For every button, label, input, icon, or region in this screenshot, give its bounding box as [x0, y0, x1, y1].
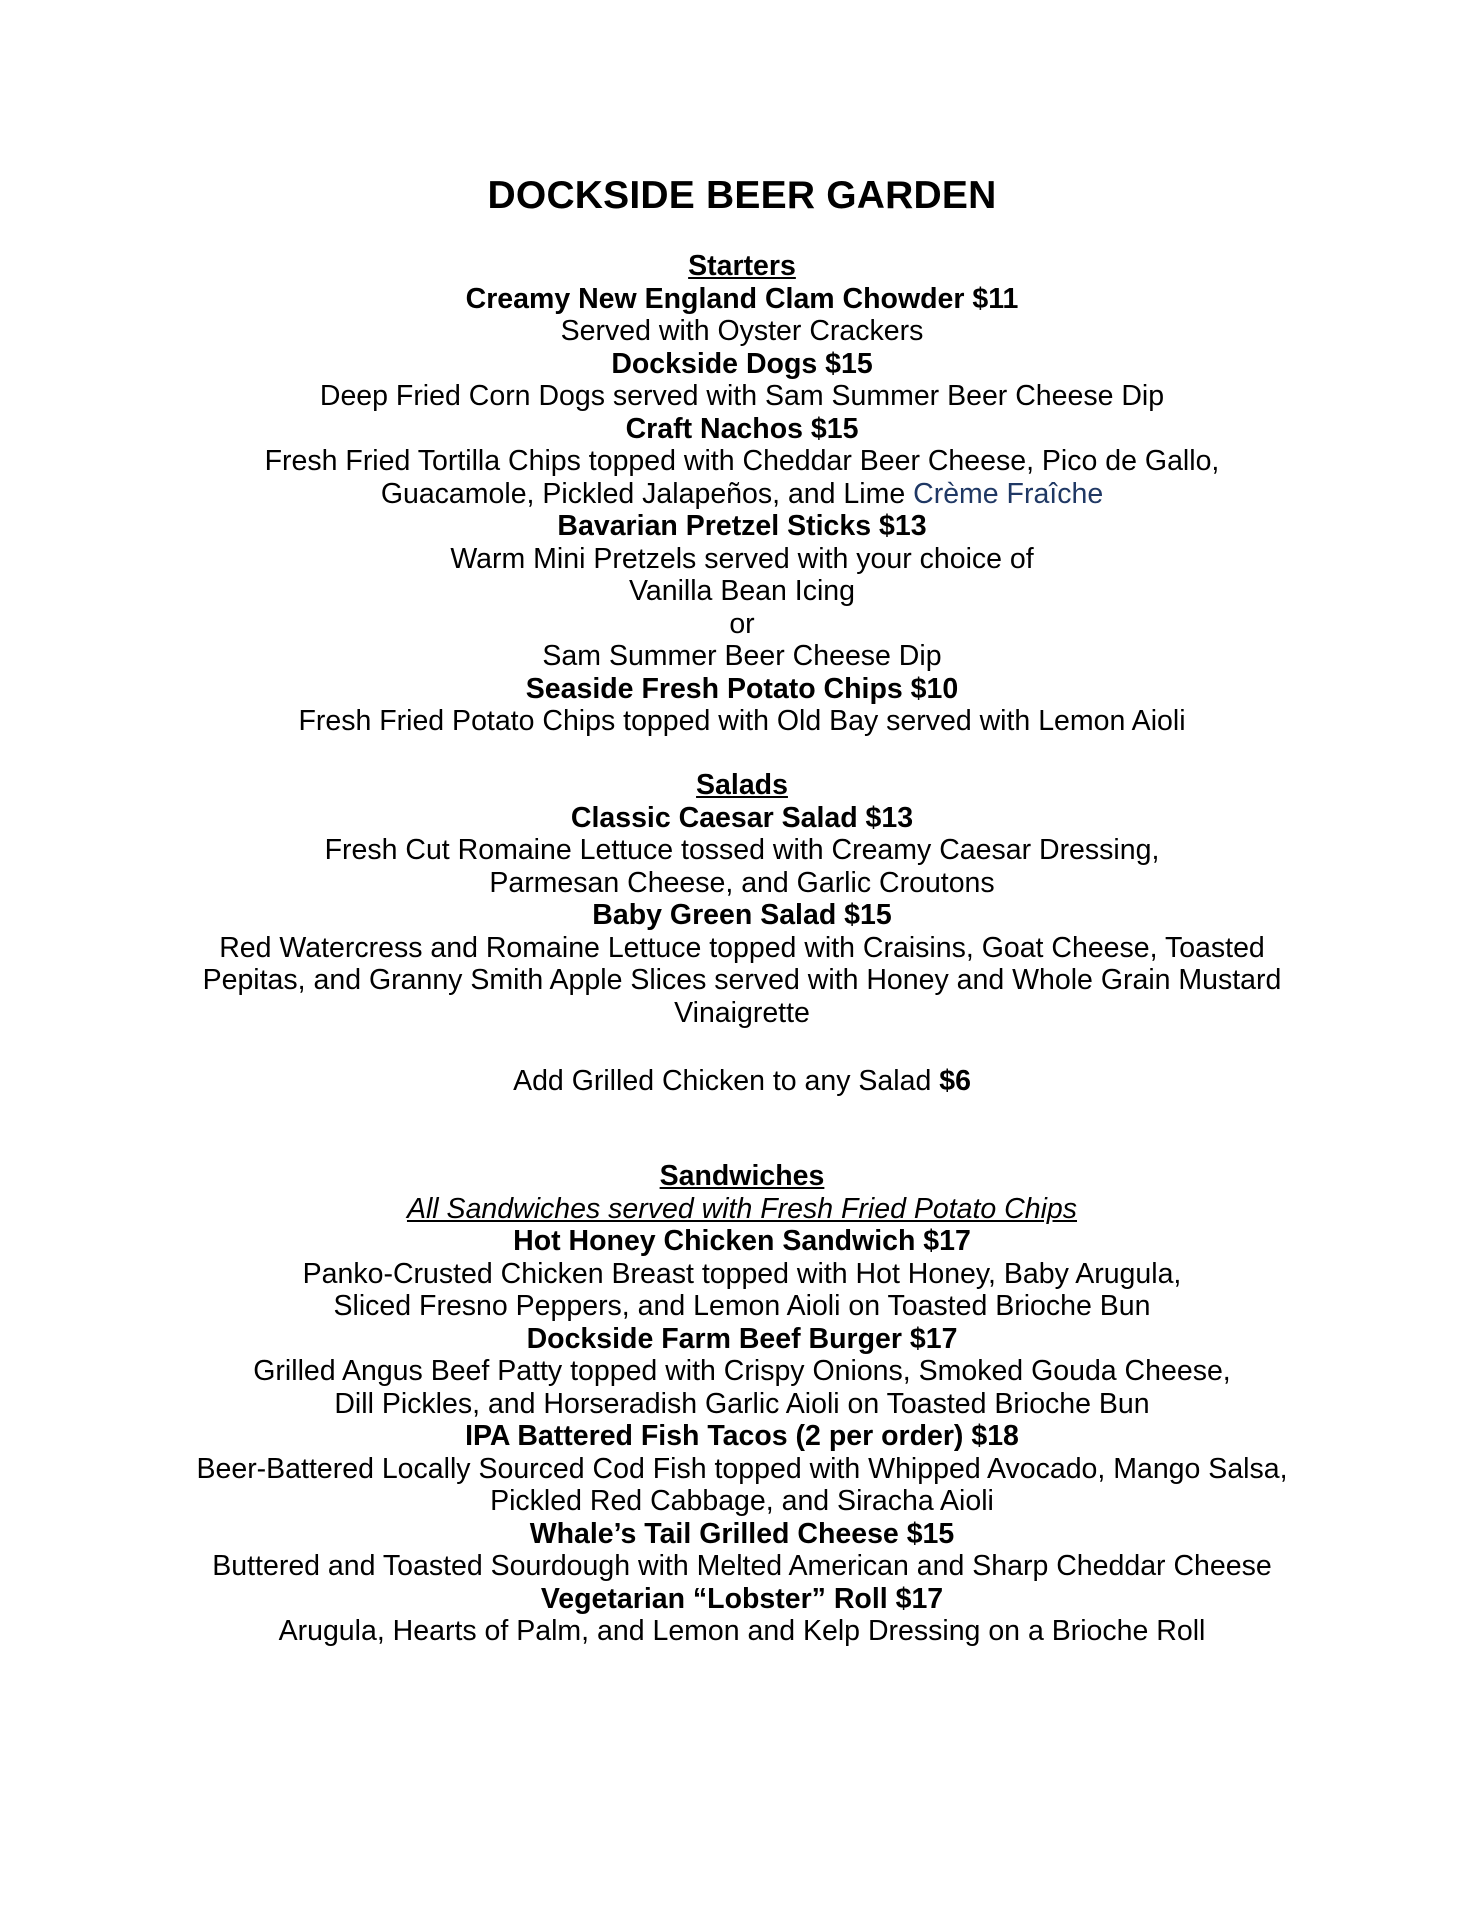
menu-item-name: Dockside Farm Beef Burger $17 — [526, 1322, 958, 1355]
section-heading-starters: Starters — [688, 250, 796, 282]
menu-item-description: Sliced Fresno Peppers, and Lemon Aioli on Toasted Brioche Bun — [333, 1290, 1151, 1322]
menu-item-description: Dill Pickles, and Horseradish Garlic Aioli on Toasted Brioche Bun — [334, 1387, 1150, 1420]
menu-item-description: Panko-Crusted Chicken Breast topped with Hot Honey, Baby Arugula, — [302, 1257, 1182, 1290]
menu-item-description: Fresh Fried Potato Chips topped with Old Bay served with Lemon Aioli — [298, 705, 1186, 737]
section-heading-salads: Salads — [696, 769, 788, 801]
menu-item-name: Whale’s Tail Grilled Cheese $15 — [529, 1517, 955, 1550]
menu-item-description: Sam Summer Beer Cheese Dip — [542, 640, 942, 672]
menu-item-name: Hot Honey Chicken Sandwich $17 — [513, 1225, 971, 1257]
menu-item-name: Creamy New England Clam Chowder $11 — [465, 282, 1019, 315]
creme-fraiche-text: Crème Fraîche — [913, 477, 1104, 510]
section-heading-sandwiches: Sandwiches — [659, 1160, 825, 1192]
menu-item-name: Classic Caesar Salad $13 — [570, 801, 914, 834]
menu-item-description: Parmesan Cheese, and Garlic Croutons — [489, 866, 995, 899]
salad-addon-price: $6 — [939, 1065, 971, 1097]
menu-item-description: Vinaigrette — [674, 996, 810, 1029]
sandwiches-section — [0, 1160, 1484, 1648]
menu-item-description: Grilled Angus Beef Patty topped with Crispy Onions, Smoked Gouda Cheese, — [253, 1355, 1231, 1387]
salad-addon-text: Add Grilled Chicken to any Salad — [513, 1065, 940, 1097]
menu-item-description: Red Watercress and Romaine Lettuce topped with Craisins, Goat Cheese, Toasted — [219, 931, 1265, 964]
menu-item-name: Baby Green Salad $15 — [592, 899, 892, 931]
menu-item-description: Served with Oyster Crackers — [560, 315, 924, 347]
sandwiches-note: All Sandwiches served with Fresh Fried Potato Chips — [406, 1192, 1078, 1225]
menu-item-name: Dockside Dogs $15 — [611, 347, 873, 380]
menu-item-name: IPA Battered Fish Tacos (2 per order) $18 — [465, 1420, 1019, 1452]
menu-item-description: or — [729, 607, 755, 640]
menu-item-description: Fresh Cut Romaine Lettuce tossed with Creamy Caesar Dressing, — [324, 834, 1160, 866]
menu-item-description: Pepitas, and Granny Smith Apple Slices served with Honey and Whole Grain Mustard — [202, 964, 1282, 996]
menu-item-description: Warm Mini Pretzels served with your choice of — [450, 542, 1034, 575]
menu-item-description-text: Guacamole, Pickled Jalapeños, and Lime — [380, 477, 914, 510]
menu-item-name: Vegetarian “Lobster” Roll $17 — [540, 1582, 944, 1615]
salads-section — [0, 769, 1484, 1029]
menu-item-description: Fresh Fried Tortilla Chips topped with Cheddar Beer Cheese, Pico de Gallo, — [264, 445, 1220, 477]
menu-item-description: Arugula, Hearts of Palm, and Lemon and Kelp Dressing on a Brioche Roll — [278, 1615, 1206, 1647]
menu-item-description: Vanilla Bean Icing — [628, 575, 856, 607]
page-title: DOCKSIDE BEER GARDEN — [487, 174, 997, 217]
salad-addon-line — [0, 1065, 1484, 1098]
salad-addon — [0, 1065, 1484, 1098]
menu-item-name: Craft Nachos $15 — [625, 412, 859, 445]
menu-item-name: Bavarian Pretzel Sticks $13 — [557, 510, 927, 542]
menu-item-description: Deep Fried Corn Dogs served with Sam Summer Beer Cheese Dip — [319, 380, 1165, 412]
menu-item-name: Seaside Fresh Potato Chips $10 — [525, 672, 959, 705]
menu-item-description: Pickled Red Cabbage, and Siracha Aioli — [490, 1485, 994, 1517]
starters-section — [0, 250, 1484, 738]
menu-item-description: Buttered and Toasted Sourdough with Melted American and Sharp Cheddar Cheese — [212, 1550, 1272, 1582]
menu-item-description-line — [0, 478, 1484, 511]
menu-item-description: Beer-Battered Locally Sourced Cod Fish topped with Whipped Avocado, Mango Salsa, — [196, 1452, 1288, 1485]
